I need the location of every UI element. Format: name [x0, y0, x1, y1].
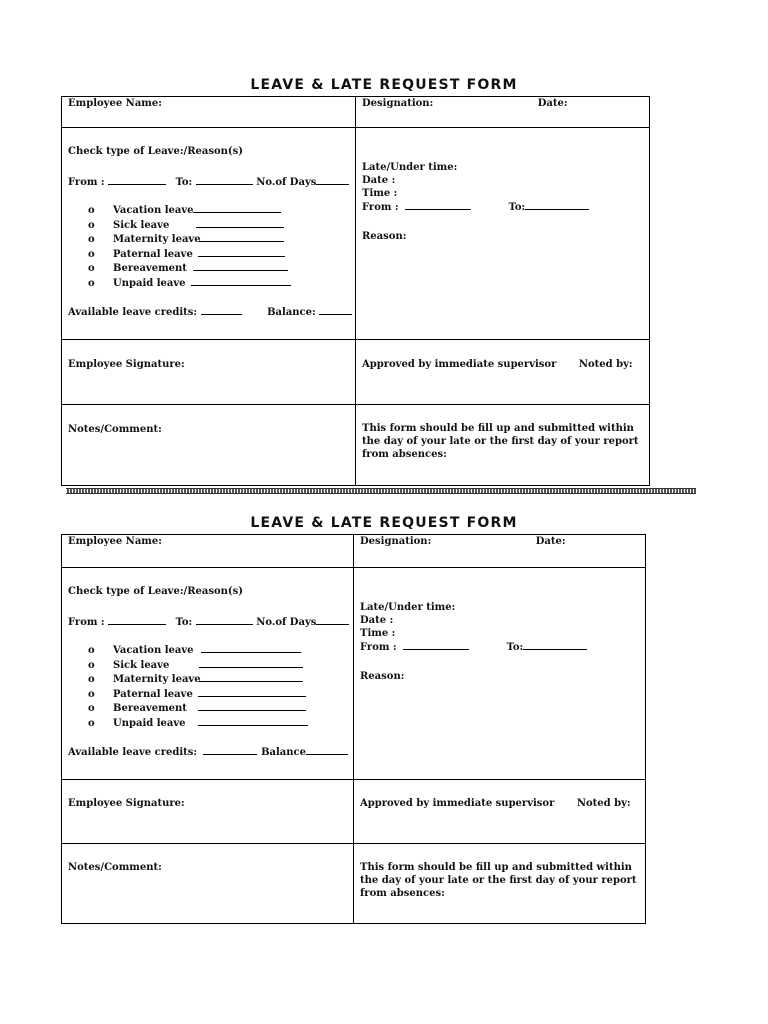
late-from-field[interactable] [405, 200, 471, 210]
leave-type-label: Vacation leave [113, 205, 194, 216]
leave-type-cell [62, 568, 354, 780]
late-undertime-cell [356, 128, 650, 340]
leave-type-label: Unpaid leave [113, 277, 186, 289]
leave-type-field[interactable] [193, 261, 288, 271]
available-credits-label: Available leave credits: [68, 746, 198, 758]
leave-type-item[interactable] [88, 643, 347, 658]
leave-type-item[interactable] [88, 687, 347, 702]
leave-type-field[interactable] [199, 672, 303, 682]
late-to-label: To: [506, 642, 524, 653]
employee-name-label: Employee Name: [68, 98, 162, 109]
notes-comment-cell[interactable] [62, 405, 356, 486]
late-period-line [360, 640, 639, 654]
late-time-label[interactable]: Time : [362, 188, 398, 199]
late-under-time-label: Late/Under time: [360, 602, 456, 613]
bullet-icon: o [88, 263, 95, 275]
designation-date-cell[interactable] [354, 535, 646, 568]
leave-type-label: Unpaid leave [113, 717, 186, 729]
bullet-icon: o [88, 248, 95, 260]
credits-line [68, 305, 349, 319]
leave-type-label: Bereavement [113, 263, 187, 275]
late-to-field[interactable] [523, 640, 587, 650]
leave-type-item[interactable] [88, 672, 347, 687]
instruction-cell [354, 844, 646, 924]
instruction-text: This form should be fill up and submitted within the day of your late or the first day of your report from absences: [362, 423, 639, 460]
notes-comment-label: Notes/Comment: [68, 424, 162, 435]
to-field[interactable] [196, 615, 253, 625]
leave-request-form [61, 534, 646, 924]
bullet-icon: o [88, 234, 95, 246]
check-type-label: Check type of Leave:/Reason(s) [68, 146, 244, 157]
leave-request-form [61, 96, 650, 486]
leave-type-list [88, 203, 349, 291]
notes-comment-label: Notes/Comment: [68, 862, 162, 873]
leave-type-item[interactable] [88, 261, 349, 276]
leave-type-label: Sick leave [113, 659, 170, 671]
late-to-label: To: [508, 202, 526, 213]
balance-label: Balance: [267, 306, 316, 318]
reason-label[interactable]: Reason: [360, 671, 405, 682]
designation-label: Designation: [362, 98, 434, 109]
leave-type-field[interactable] [198, 247, 285, 257]
leave-type-label: Paternal leave [113, 688, 193, 700]
leave-type-field[interactable] [199, 658, 303, 668]
approved-by-label: Approved by immediate supervisor [360, 798, 555, 809]
check-type-label: Check type of Leave:/Reason(s) [68, 586, 244, 597]
late-to-field[interactable] [525, 200, 589, 210]
no-of-days-label: No.of Days [256, 617, 317, 628]
to-label: To: [175, 177, 193, 188]
leave-type-field[interactable] [193, 203, 281, 213]
leave-type-label: Bereavement [113, 703, 187, 715]
to-label: To: [175, 617, 193, 628]
leave-type-label: Vacation leave [113, 645, 194, 656]
leave-type-item[interactable] [88, 218, 349, 233]
available-credits-field[interactable] [203, 745, 257, 755]
available-credits-field[interactable] [201, 305, 242, 315]
leave-period-line [68, 175, 349, 189]
from-label: From : [68, 177, 105, 188]
employee-name-label: Employee Name: [68, 536, 162, 547]
employee-signature-cell[interactable] [62, 340, 356, 405]
leave-type-label: Sick leave [113, 219, 170, 231]
leave-type-item[interactable] [88, 247, 349, 262]
to-field[interactable] [196, 175, 253, 185]
late-time-label[interactable]: Time : [360, 628, 396, 639]
bullet-icon: o [88, 688, 95, 700]
no-of-days-field[interactable] [316, 615, 349, 625]
approved-by-label: Approved by immediate supervisor [362, 359, 557, 370]
late-period-line [362, 200, 643, 214]
from-label: From : [68, 617, 105, 628]
employee-name-cell[interactable] [62, 97, 356, 128]
late-from-label: From : [360, 642, 397, 653]
late-undertime-cell [354, 568, 646, 780]
late-from-field[interactable] [403, 640, 469, 650]
leave-type-field[interactable] [198, 701, 306, 711]
form-title: LEAVE & LATE REQUEST FORM [250, 77, 518, 93]
from-field[interactable] [108, 615, 166, 625]
leave-type-item[interactable] [88, 276, 349, 291]
credits-line [68, 745, 347, 759]
bullet-icon: o [88, 659, 95, 671]
late-from-label: From : [362, 202, 399, 213]
approval-cell[interactable] [354, 780, 646, 844]
leave-type-field[interactable] [196, 218, 284, 228]
balance-field[interactable] [306, 745, 348, 755]
leave-type-cell [62, 128, 356, 340]
leave-type-field[interactable] [198, 687, 306, 697]
leave-type-field[interactable] [199, 232, 284, 242]
designation-date-cell[interactable] [356, 97, 650, 128]
leave-type-label: Maternity leave [113, 234, 201, 246]
leave-type-label: Maternity leave [113, 674, 201, 686]
designation-label: Designation: [360, 536, 432, 547]
leave-type-item[interactable] [88, 716, 347, 731]
balance-label: Balance [261, 746, 307, 758]
available-credits-label: Available leave credits: [68, 306, 198, 318]
leave-type-label: Paternal leave [113, 248, 193, 260]
bullet-icon: o [88, 717, 95, 729]
leave-type-item[interactable] [88, 232, 349, 247]
employee-signature-label: Employee Signature: [68, 359, 185, 370]
leave-type-item[interactable] [88, 658, 347, 673]
instruction-cell [356, 405, 650, 486]
approval-cell[interactable] [356, 340, 650, 405]
leave-type-field[interactable] [198, 716, 308, 726]
notes-comment-cell[interactable] [62, 844, 354, 924]
noted-by-label: Noted by: [578, 359, 633, 370]
from-field[interactable] [108, 175, 166, 185]
bullet-icon: o [88, 205, 95, 216]
reason-label[interactable]: Reason: [362, 231, 407, 242]
balance-field[interactable] [319, 305, 352, 315]
late-date-label[interactable]: Date : [360, 615, 394, 626]
leave-type-field[interactable] [201, 643, 301, 653]
instruction-text: This form should be fill up and submitted within the day of your late or the first day of your report from absences: [360, 862, 637, 899]
late-date-label[interactable]: Date : [362, 175, 396, 186]
employee-name-cell[interactable] [62, 535, 354, 568]
leave-type-item[interactable] [88, 203, 349, 218]
date-label: Date: [537, 98, 568, 109]
form-separator [66, 488, 696, 494]
employee-signature-label: Employee Signature: [68, 798, 185, 809]
bullet-icon: o [88, 674, 95, 686]
leave-type-list [88, 643, 347, 731]
late-under-time-label: Late/Under time: [362, 162, 458, 173]
bullet-icon: o [88, 219, 95, 231]
leave-type-field[interactable] [191, 276, 291, 286]
no-of-days-field[interactable] [316, 175, 349, 185]
date-label: Date: [535, 536, 566, 547]
employee-signature-cell[interactable] [62, 780, 354, 844]
bullet-icon: o [88, 703, 95, 715]
leave-type-item[interactable] [88, 701, 347, 716]
form-title: LEAVE & LATE REQUEST FORM [250, 515, 518, 531]
noted-by-label: Noted by: [576, 798, 631, 809]
no-of-days-label: No.of Days [256, 177, 317, 188]
bullet-icon: o [88, 277, 95, 289]
leave-period-line [68, 615, 347, 629]
bullet-icon: o [88, 645, 95, 656]
